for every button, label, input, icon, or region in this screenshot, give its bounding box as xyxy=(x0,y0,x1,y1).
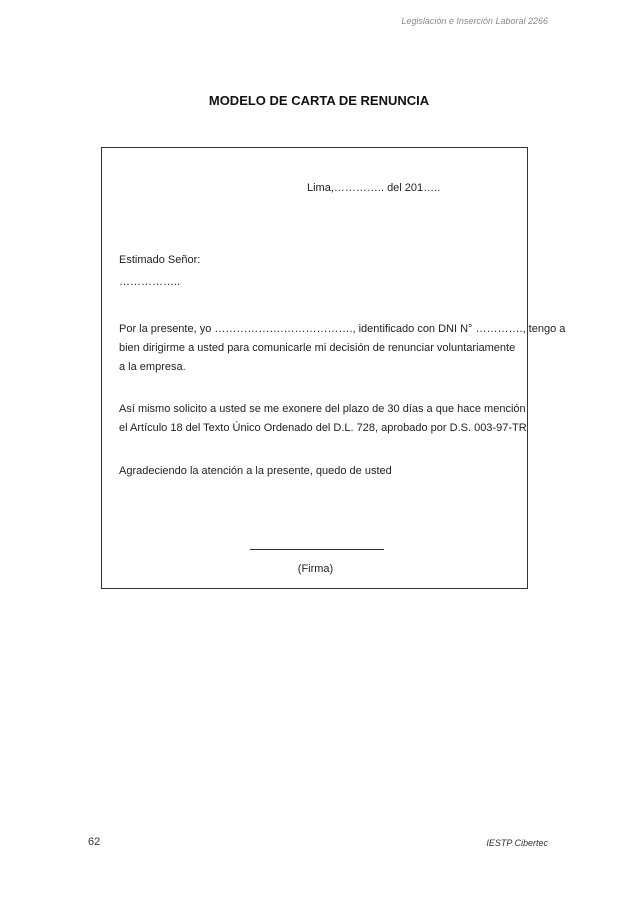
page-number: 62 xyxy=(88,836,101,848)
date-line: Lima,………….. del 201….. xyxy=(307,182,441,194)
paragraph-line: el Artículo 18 del Texto Único Ordenado del D.L. 728, aprobado por D.S. 003-97-TR xyxy=(119,422,527,434)
resignation-paragraph xyxy=(119,320,566,377)
exoneration-paragraph xyxy=(119,400,527,438)
signature-line xyxy=(250,549,384,550)
signature-label: (Firma) xyxy=(297,563,334,575)
paragraph-line: bien dirigirme a usted para comunicarle mi decisión de renunciar voluntariamente xyxy=(119,342,516,354)
salutation: Estimado Señor: xyxy=(119,254,201,266)
closing-paragraph xyxy=(119,462,519,481)
addressee-placeholder: …………….. xyxy=(119,276,181,288)
paragraph-line: a la empresa. xyxy=(119,361,186,373)
document-title: MODELO DE CARTA DE RENUNCIA xyxy=(208,93,430,108)
paragraph-line: Agradeciendo la atención a la presente, quedo de usted xyxy=(119,465,392,477)
paragraph-line: Por la presente, yo ……………….………………., identificado con DNI N° …………., tengo a xyxy=(119,323,566,335)
running-header: Legislación e Inserción Laboral 2266 xyxy=(401,16,548,26)
letter-template-box xyxy=(101,147,566,589)
paragraph-line: Así mismo solicito a usted se me exonere del plazo de 30 días a que hace mención xyxy=(119,403,526,415)
running-footer: IESTP Cibertec xyxy=(486,838,548,848)
